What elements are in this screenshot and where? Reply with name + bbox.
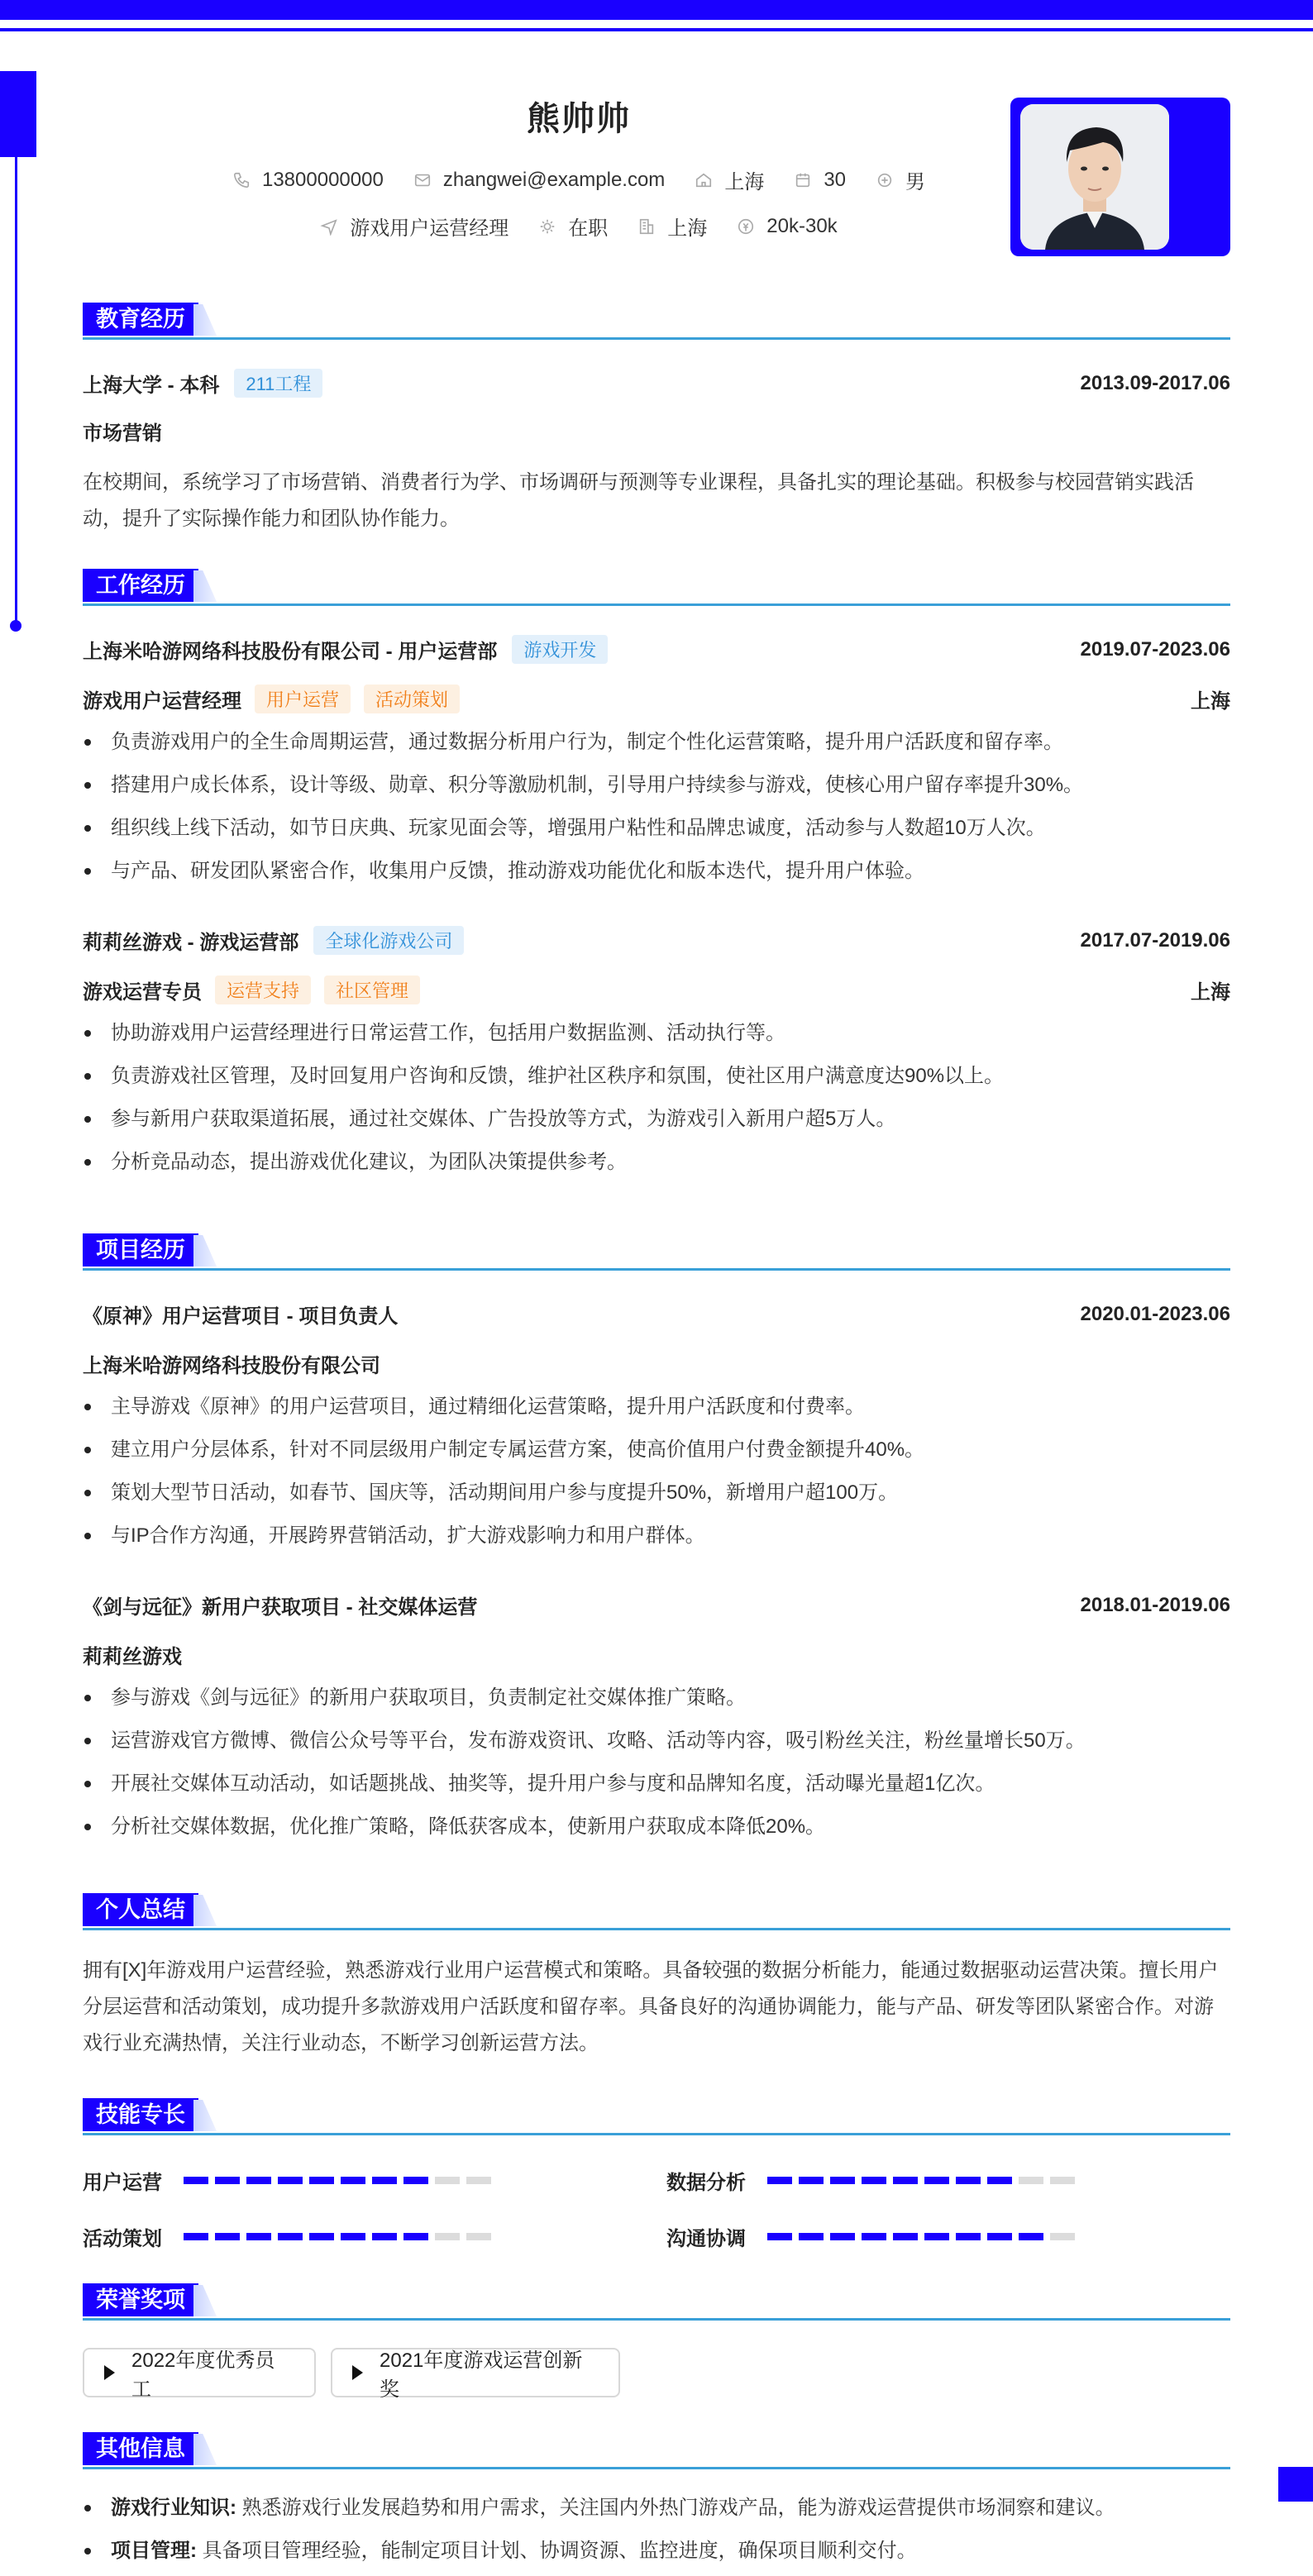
project-org: 上海米哈游网络科技股份有限公司 (83, 1355, 380, 1377)
skill-level-segment (830, 2233, 855, 2240)
summary-section (83, 1893, 1230, 2058)
list-item (83, 2487, 1230, 2530)
skill-level-bar (184, 2233, 498, 2240)
job-target-text: 游戏用户运营经理 (350, 217, 509, 240)
skill-level-segment (184, 2177, 208, 2184)
award-label: 2021年度游戏运营创新奖 (380, 2349, 583, 2401)
job-target-item (320, 212, 508, 241)
skill-level-segment (403, 2177, 428, 2184)
company-tag: 游戏开发 (512, 635, 608, 664)
mail-icon (413, 171, 432, 189)
salary-item (737, 215, 837, 238)
home-icon (695, 171, 713, 189)
project-org: 莉莉丝游戏 (83, 1646, 182, 1668)
skill-level-segment (435, 2177, 460, 2184)
skill-level-segment (924, 2177, 949, 2184)
skills-section (83, 2098, 1230, 2250)
project-name: 《原神》用户运营项目 - 项目负责人 (83, 1305, 399, 1328)
section-header (83, 2098, 1230, 2135)
section-rule (83, 2467, 1230, 2469)
other-section (83, 2432, 1230, 2573)
section-title: 项目经历 (83, 1233, 198, 1267)
play-icon (352, 2365, 363, 2380)
section-title: 荣誉奖项 (83, 2283, 198, 2316)
section-title-tail (193, 570, 217, 602)
skill-level-segment (309, 2233, 334, 2240)
top-accent-bar (0, 0, 1313, 20)
award-chip (83, 2348, 316, 2401)
section-title-tail (193, 1895, 217, 1926)
skill-level-segment (987, 2233, 1012, 2240)
list-item: 参与游戏《剑与远征》的新用户获取项目，负责制定社交媒体推广策略。 (83, 1677, 1230, 1720)
skill-level-bar (767, 2233, 1081, 2240)
photo-frame (1010, 98, 1230, 256)
left-accent-block (0, 71, 36, 157)
skill-level-segment (924, 2233, 949, 2240)
list-item: 参与新用户获取渠道拓展，通过社交媒体、广告投放等方式，为游戏引入新用户超5万人。 (83, 1098, 1230, 1141)
age-item (794, 169, 846, 192)
job-company-row (83, 926, 1230, 955)
position-tag: 用户运营 (255, 685, 351, 713)
education-desc: 在校期间，系统学习了市场营销、消费者行为学、市场调研与预测等专业课程，具备扎实的理论基础。积极参与校园营销实践活动，提升了实际操作能力和团队协作能力。 (83, 471, 1194, 530)
section-header (83, 2283, 1230, 2320)
position-tag: 运营支持 (215, 976, 311, 1004)
project-title-row (83, 1300, 1230, 1329)
play-icon (104, 2365, 115, 2380)
job-position-row (83, 685, 1230, 713)
section-title-tail (193, 1235, 217, 1267)
phone-icon (232, 171, 251, 189)
age-text: 30 (824, 168, 847, 191)
gender-text: 男 (905, 171, 926, 193)
education-row (83, 369, 1230, 398)
job-bullets (83, 1012, 1230, 1184)
right-accent-block (1278, 2467, 1313, 2502)
skill-level-segment (956, 2177, 981, 2184)
list-item: 建立用户分层体系，针对不同层级用户制定专属运营方案，使高价值用户付费金额提升40%。 (83, 1429, 1230, 1472)
project-period: 2020.01-2023.06 (1080, 1302, 1230, 1325)
project-name: 《剑与远征》新用户获取项目 - 社交媒体运营 (83, 1596, 478, 1619)
skill-name: 数据分析 (666, 2172, 746, 2194)
skill-level-segment (862, 2233, 886, 2240)
work-section (83, 569, 1230, 1197)
skill-level-segment (893, 2177, 918, 2184)
section-rule (83, 2318, 1230, 2321)
company-name: 莉莉丝游戏 - 游戏运营部 (83, 932, 299, 954)
position-tag: 社区管理 (324, 976, 420, 1004)
location-text: 上海 (724, 171, 765, 193)
skill-level-segment (309, 2177, 334, 2184)
skill-level-segment (466, 2233, 491, 2240)
section-title-tail (193, 2285, 217, 2316)
skill-level-segment (435, 2233, 460, 2240)
gender-icon (876, 171, 894, 189)
skill-level-bar (184, 2177, 498, 2184)
list-item: 运营游戏官方微博、微信公众号等平台，发布游戏资讯、攻略、活动等内容，吸引粉丝关注，粉丝量增长50万。 (83, 1720, 1230, 1763)
skill-item (83, 2166, 498, 2195)
list-item: 搭建用户成长体系，设计等级、勋章、积分等激励机制，引导用户持续参与游戏，使核心用户留存率提升30%。 (83, 764, 1230, 807)
salary-text: 20k-30k (766, 214, 838, 237)
company-tag: 全球化游戏公司 (313, 926, 464, 955)
section-title: 个人总结 (83, 1893, 198, 1926)
other-text: 具备项目管理经验，能制定项目计划、协调资源、监控进度，确保项目顺利交付。 (202, 2540, 917, 2562)
section-header (83, 1893, 1230, 1930)
skill-level-segment (341, 2233, 365, 2240)
job-city: 上海 (1191, 981, 1230, 1004)
position-tag: 活动策划 (364, 685, 460, 713)
skill-level-segment (987, 2177, 1012, 2184)
calendar-icon (794, 171, 812, 189)
skill-level-bar (767, 2177, 1081, 2184)
section-header (83, 303, 1230, 339)
projects-section (83, 1233, 1230, 1862)
intent-row (83, 212, 1075, 241)
skill-level-segment (1019, 2177, 1043, 2184)
skill-name: 用户运营 (83, 2172, 162, 2194)
job-city: 上海 (1191, 690, 1230, 713)
left-timeline-line (15, 157, 17, 627)
skill-item (666, 2166, 1081, 2195)
list-item: 与IP合作方沟通，开展跨界营销活动，扩大游戏影响力和用户群体。 (83, 1515, 1230, 1558)
job-company-row (83, 635, 1230, 664)
send-icon (320, 217, 338, 236)
summary-text: 拥有[X]年游戏用户运营经验，熟悉游戏行业用户运营模式和策略。具备较强的数据分析能力，能通过数据驱动运营决策。擅长用户分层运营和活动策划，成功提升多款游戏用户活跃度和留存率。具备良好的沟通协调能力，能与产品、研发等团队紧密合作。对游戏行业充满热情，关注行业动态，不断学习创新运营方法。 (83, 1959, 1219, 2054)
section-rule (83, 2133, 1230, 2135)
skill-level-segment (372, 2233, 397, 2240)
list-item: 开展社交媒体互动活动，如话题挑战、抽奖等，提升用户参与度和品牌知名度，活动曝光量超1亿次。 (83, 1763, 1230, 1806)
skill-level-segment (767, 2177, 792, 2184)
other-bullets (83, 2487, 1230, 2573)
section-title: 其他信息 (83, 2432, 198, 2465)
status-item (538, 212, 608, 241)
candidate-name: 熊帅帅 (527, 101, 631, 137)
skill-level-segment (893, 2233, 918, 2240)
section-title: 技能专长 (83, 2098, 198, 2131)
status-icon (538, 217, 556, 236)
section-title: 工作经历 (83, 569, 198, 602)
location-item (695, 165, 764, 194)
section-title: 教育经历 (83, 303, 198, 336)
awards-section (83, 2283, 1230, 2399)
list-item: 协助游戏用户运营经理进行日常运营工作，包括用户数据监测、活动执行等。 (83, 1012, 1230, 1055)
company-name: 上海米哈游网络科技股份有限公司 - 用户运营部 (83, 641, 498, 663)
other-text: 熟悉游戏行业发展趋势和用户需求，关注国内外热门游戏产品，能为游戏运营提供市场洞察和建议。 (241, 2497, 1115, 2519)
gender-item (876, 165, 925, 194)
skill-level-segment (830, 2177, 855, 2184)
major: 市场营销 (83, 422, 162, 445)
list-item: 分析竞品动态，提出游戏优化建议，为团队决策提供参考。 (83, 1141, 1230, 1184)
education-period: 2013.09-2017.06 (1080, 371, 1230, 394)
work-city-item (637, 212, 707, 241)
position: 游戏运营专员 (83, 981, 202, 1004)
list-item: 负责游戏社区管理，及时回复用户咨询和反馈，维护社区秩序和氛围，使社区用户满意度达90%以上。 (83, 1055, 1230, 1098)
education-section (83, 303, 1230, 542)
skill-level-segment (278, 2233, 303, 2240)
list-item: 分析社交媒体数据，优化推广策略，降低获客成本，使新用户获取成本降低20%。 (83, 1806, 1230, 1849)
phone-text: 13800000000 (261, 168, 384, 191)
skill-level-segment (1050, 2177, 1075, 2184)
skill-level-segment (372, 2177, 397, 2184)
section-header (83, 569, 1230, 605)
skill-level-segment (184, 2233, 208, 2240)
section-rule (83, 1268, 1230, 1271)
salary-icon (737, 217, 755, 236)
skill-level-segment (767, 2233, 792, 2240)
list-item: 负责游戏用户的全生命周期运营，通过数据分析用户行为，制定个性化运营策略，提升用户活跃度和留存率。 (83, 721, 1230, 764)
project-bullets (83, 1386, 1230, 1558)
project-bullets (83, 1677, 1230, 1849)
school-name: 上海大学 - 本科 (83, 374, 220, 397)
building-icon (637, 217, 656, 236)
section-rule (83, 337, 1230, 340)
job-position-row (83, 976, 1230, 1004)
avatar (1020, 104, 1169, 250)
position: 游戏用户运营经理 (83, 690, 241, 713)
skill-level-segment (1050, 2233, 1075, 2240)
left-timeline-dot (10, 620, 21, 632)
skill-level-segment (799, 2177, 824, 2184)
skill-level-segment (246, 2233, 271, 2240)
award-label: 2022年度优秀员工 (131, 2349, 275, 2401)
skill-level-segment (799, 2233, 824, 2240)
status-text: 在职 (568, 217, 609, 240)
skill-level-segment (341, 2177, 365, 2184)
job-period: 2017.07-2019.06 (1080, 928, 1230, 952)
project-period: 2018.01-2019.06 (1080, 1593, 1230, 1616)
section-rule (83, 603, 1230, 606)
skill-level-segment (956, 2233, 981, 2240)
job-bullets (83, 721, 1230, 893)
skill-level-segment (278, 2177, 303, 2184)
skill-level-segment (215, 2177, 240, 2184)
list-item: 策划大型节日活动，如春节、国庆等，活动期间用户参与度提升50%，新增用户超100万。 (83, 1472, 1230, 1515)
skill-level-segment (215, 2233, 240, 2240)
skill-level-segment (246, 2177, 271, 2184)
project-org-row (83, 1640, 1230, 1669)
skill-name: 活动策划 (83, 2228, 162, 2250)
award-chip (331, 2348, 620, 2401)
project-title-row (83, 1591, 1230, 1620)
skill-level-segment (466, 2177, 491, 2184)
contact-row (83, 165, 1075, 194)
section-header (83, 2432, 1230, 2469)
skill-item (83, 2222, 498, 2251)
section-title-tail (193, 304, 217, 336)
list-item: 组织线上线下活动，如节日庆典、玩家见面会等，增强用户粘性和品牌忠诚度，活动参与人数超10万人次。 (83, 807, 1230, 850)
top-accent-line (0, 28, 1313, 31)
skill-level-segment (862, 2177, 886, 2184)
email-text: zhangwei@example.com (442, 168, 666, 191)
section-header (83, 1233, 1230, 1270)
skill-name: 沟通协调 (666, 2228, 746, 2250)
list-item: 与产品、研发团队紧密合作，收集用户反馈，推动游戏功能优化和版本迭代，提升用户体验。 (83, 850, 1230, 893)
list-item: 主导游戏《原神》的用户运营项目，通过精细化运营策略，提升用户活跃度和付费率。 (83, 1386, 1230, 1429)
other-label: 项目管理: (111, 2540, 197, 2562)
project-org-row (83, 1349, 1230, 1378)
email-item (413, 169, 666, 192)
section-title-tail (193, 2100, 217, 2131)
section-rule (83, 1928, 1230, 1930)
work-city-text: 上海 (667, 217, 708, 240)
skill-level-segment (403, 2233, 428, 2240)
skill-item (666, 2222, 1081, 2251)
school-tag: 211工程 (234, 369, 322, 398)
phone-item (232, 169, 384, 192)
other-label: 游戏行业知识: (111, 2497, 236, 2519)
awards-list (83, 2348, 1230, 2399)
skill-level-segment (1019, 2233, 1043, 2240)
section-title-tail (193, 2434, 217, 2465)
job-period: 2019.07-2023.06 (1080, 637, 1230, 661)
major-row (83, 417, 1230, 446)
list-item (83, 2530, 1230, 2573)
